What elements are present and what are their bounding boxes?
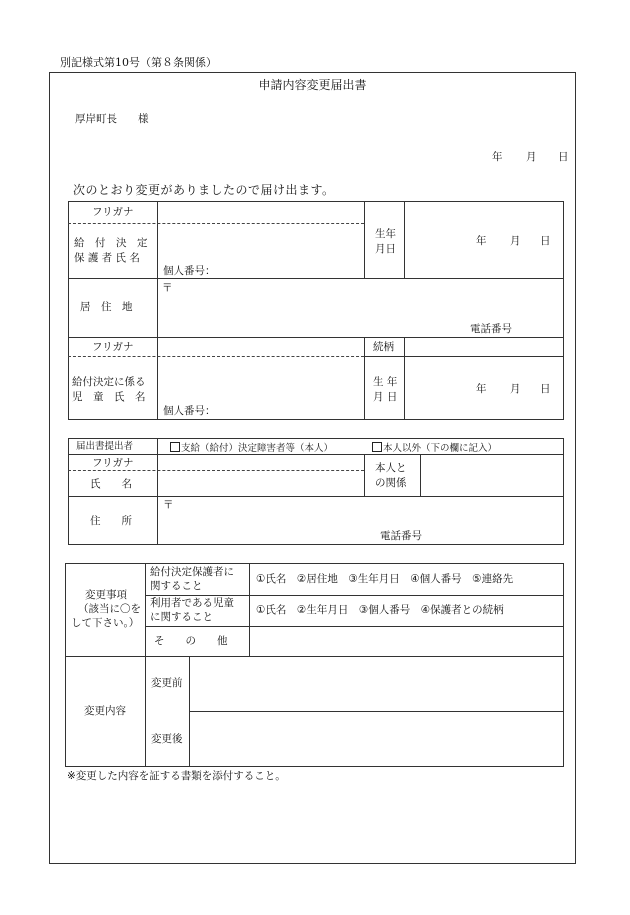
row3-label: そ の 他 bbox=[154, 635, 228, 647]
row2-label-2: に関すること bbox=[150, 611, 213, 623]
relation-to-self-2: の関係 bbox=[375, 477, 407, 489]
change-items-label-3: して下さい。） bbox=[71, 617, 140, 629]
date-month: 月 bbox=[526, 151, 537, 163]
submitter-phone-label: 電話番号 bbox=[380, 530, 422, 542]
row1-options: ①氏名 ②居住地 ③生年月日 ④個人番号 ⑤連絡先 bbox=[256, 573, 514, 585]
relation-to-self-1: 本人と bbox=[375, 462, 407, 474]
child-label-1: 給付決定に係る bbox=[72, 376, 146, 388]
after-label: 変更後 bbox=[151, 733, 183, 745]
phone-label: 電話番号 bbox=[470, 323, 512, 335]
birth-label-1: 生年 bbox=[375, 228, 396, 240]
submitter-name-label: 氏 名 bbox=[90, 478, 132, 490]
child-furigana-label: フリガナ bbox=[92, 341, 134, 353]
addressee: 厚岸町長 様 bbox=[75, 113, 149, 125]
child-birth-label-1: 生 年 bbox=[373, 376, 398, 388]
child-birth-label-2: 月 日 bbox=[373, 391, 398, 403]
submitter-label: 届出書提出者 bbox=[76, 441, 134, 452]
change-items-label-2: （該当に〇を bbox=[78, 603, 141, 615]
checkbox-other[interactable] bbox=[372, 442, 382, 452]
child-birth-year: 年 bbox=[476, 383, 487, 395]
row1-label-2: 関すること bbox=[150, 580, 203, 592]
row1-label-1: 給付決定保護者に bbox=[150, 566, 234, 578]
date-year: 年 bbox=[492, 151, 503, 163]
submitter-address-label: 住 所 bbox=[90, 515, 132, 527]
guardian-label-2: 保 護 者 氏 名 bbox=[74, 252, 140, 264]
form-title: 申請内容変更届出書 bbox=[258, 78, 367, 92]
option-self-label: 支給（給付）決定障害者等（本人） bbox=[181, 443, 334, 454]
row2-options: ①氏名 ②生年月日 ③個人番号 ④保護者との続柄 bbox=[256, 604, 504, 616]
residence-label: 居 住 地 bbox=[80, 301, 133, 313]
submitter-postal-mark: 〒 bbox=[163, 499, 174, 511]
birth-month: 月 bbox=[510, 235, 521, 247]
birth-label-2: 月日 bbox=[375, 243, 396, 255]
option-other[interactable] bbox=[372, 442, 497, 454]
relation-label: 続柄 bbox=[373, 341, 394, 353]
intro-text: 次のとおり変更がありましたので届け出ます。 bbox=[73, 183, 335, 197]
before-label: 変更前 bbox=[151, 677, 183, 689]
submitter-furigana-label: フリガナ bbox=[92, 457, 134, 469]
change-content-label: 変更内容 bbox=[84, 705, 126, 717]
individual-number-label: 個人番号： bbox=[163, 265, 216, 277]
birth-year: 年 bbox=[476, 235, 487, 247]
guardian-label-1: 給 付 決 定 bbox=[74, 237, 148, 249]
option-self[interactable] bbox=[170, 442, 333, 454]
birth-day: 日 bbox=[540, 235, 551, 247]
footnote: ※変更した内容を証する書類を添付すること。 bbox=[67, 770, 286, 782]
child-individual-number-label: 個人番号： bbox=[163, 405, 216, 417]
checkbox-self[interactable] bbox=[170, 442, 180, 452]
form-caption: 別記様式第10号（第８条関係） bbox=[60, 56, 217, 69]
option-other-label: 本人以外（下の欄に記入） bbox=[383, 443, 498, 454]
postal-mark: 〒 bbox=[162, 282, 173, 294]
child-birth-day: 日 bbox=[540, 383, 551, 395]
change-items-label-1: 変更事項 bbox=[85, 589, 127, 601]
row2-label-1: 利用者である児童 bbox=[150, 597, 234, 609]
date-day: 日 bbox=[558, 151, 569, 163]
child-label-2: 児 童 氏 名 bbox=[72, 391, 146, 403]
furigana-label: フリガナ bbox=[92, 206, 134, 218]
child-birth-month: 月 bbox=[510, 383, 521, 395]
